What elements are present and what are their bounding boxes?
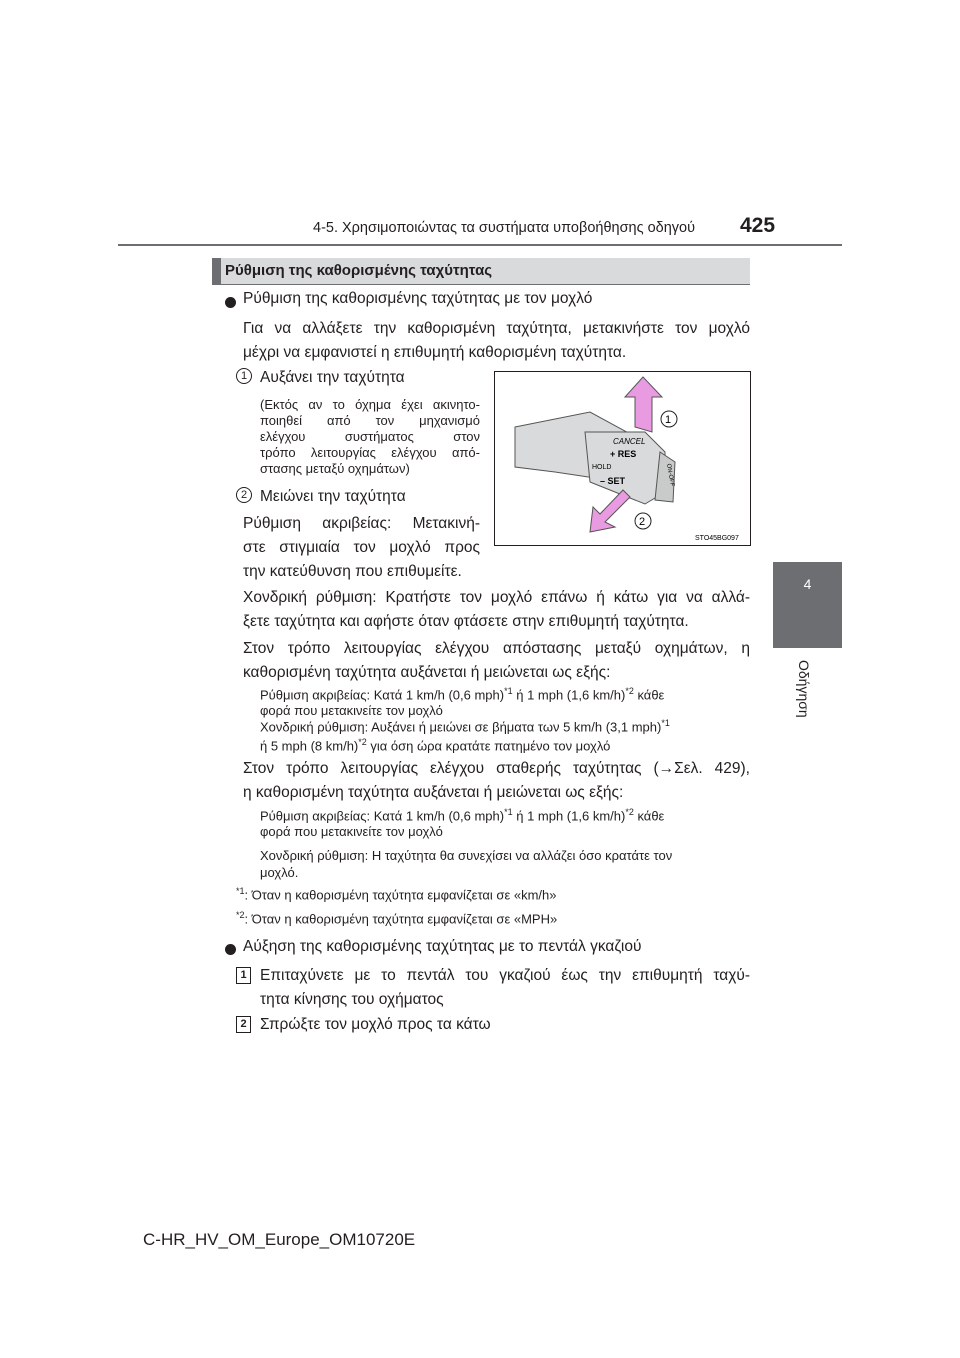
footer-doc-id: C-HR_HV_OM_Europe_OM10720E — [143, 1230, 416, 1249]
note-line: μοχλό. — [260, 865, 299, 880]
callout-2-icon: 2 — [236, 487, 252, 503]
res-label: + RES — [610, 449, 637, 459]
item-text: Αυξάνει την ταχύτητα — [260, 369, 405, 386]
header-section: 4-5. Χρησιμοποιώντας τα συστήματα υποβοήθησης οδηγού — [313, 220, 696, 236]
paragraph-line: καθορισμένη ταχύτητα αυξάνεται ή μειώνεται ως εξής: — [243, 664, 611, 681]
header-rule — [118, 244, 842, 246]
step-text: Επιταχύνετε με το πεντάλ του γκαζιού έως την επιθυμητή ταχύ- — [260, 967, 750, 984]
note-line: Χονδρική ρύθμιση: Η ταχύτητα θα συνεχίσει να αλλάζει όσο κρατάτε τον — [260, 848, 673, 863]
callout-1-icon: 1 — [236, 368, 252, 384]
note-line: ελέγχου συστήματος στον — [260, 429, 480, 444]
paragraph-line: ξετε ταχύτητα και αφήστε όταν φτάσετε στην επιθυμητή ταχύτητα. — [243, 613, 689, 630]
section-header — [212, 258, 750, 285]
step-text: Σπρώξτε τον μοχλό προς τα κάτω — [260, 1016, 491, 1033]
set-label: – SET — [600, 476, 626, 486]
paragraph-line: Χονδρική ρύθμιση: Κρατήστε τον μοχλό επάνω ή κάτω για να αλλά- — [243, 589, 750, 606]
paragraph-line: στε στιγμιαία τον μοχλό προς — [243, 539, 480, 556]
step-text: τητα κίνησης του οχήματος — [260, 991, 444, 1008]
subheading: Αύξηση της καθορισμένης ταχύτητας με το πεντάλ γκαζιού — [243, 938, 642, 955]
subheading: Ρύθμιση της καθορισμένης ταχύτητας με τον μοχλό — [243, 290, 593, 307]
acc-coarse-line: Χονδρική ρύθμιση: Αυξάνει ή μειώνει σε βήματα των 5 km/h (3,1 mph)$^{*1}$ — [260, 718, 670, 735]
footnote-1: $^{*1}$: Όταν η καθορισμένη ταχύτητα εμφανίζεται σε «km/h» — [236, 886, 557, 903]
item-text: Μειώνει την ταχύτητα — [260, 488, 406, 505]
hold-label: HOLD — [592, 464, 612, 471]
note-line: (Εκτός αν το όχημα έχει ακινητο- — [260, 397, 480, 412]
note-line: τρόπο λειτουργίας ελέγχου από- — [260, 445, 480, 460]
paragraph-line: Στον τρόπο λειτουργίας ελέγχου σταθερής ταχύτητας (→Σελ. 429), — [243, 760, 750, 777]
note-line: φορά που μετακινείτε τον μοχλό — [260, 824, 443, 839]
acc-coarse-line: ή 5 mph (8 km/h)$^{*2}$ για όση ώρα κρατάτε πατημένο τον μοχλό — [260, 737, 611, 754]
cancel-label: CANCEL — [613, 437, 646, 446]
paragraph-line: Στον τρόπο λειτουργίας ελέγχου απόστασης μεταξύ οχημάτων, η — [243, 640, 750, 657]
paragraph-line: η καθορισμένη ταχύτητα αυξάνεται ή μειώνεται ως εξής: — [243, 784, 624, 801]
paragraph-line: την κατεύθυνση που επιθυμείτε. — [243, 563, 462, 580]
paragraph-line: Για να αλλάξετε την καθορισμένη ταχύτητα, μετακινήστε τον μοχλό — [243, 320, 750, 337]
figure-callout-1: 1 — [665, 414, 672, 426]
chapter-number: 4 — [803, 576, 812, 592]
cc-fine-line: Ρύθμιση ακριβείας: Κατά 1 km/h (0,6 mph)$^{*1}$ ή 1 mph (1,6 km/h)$^{*2}$ κάθε — [260, 807, 665, 824]
figure-callout-2: 2 — [639, 516, 646, 528]
step-2-icon: 2 — [236, 1016, 251, 1033]
onoff-label: ON-OFF — [665, 463, 675, 487]
section-title: Ρύθμιση της καθορισμένης ταχύτητας — [225, 262, 493, 279]
note-line: ποιηθεί από τον μηχανισμό — [260, 413, 480, 428]
figure-code: STO45BG097 — [695, 535, 739, 542]
footnote-2: $^{*2}$: Όταν η καθορισμένη ταχύτητα εμφανίζεται σε «MPH» — [236, 910, 558, 927]
page-number: 425 — [740, 214, 776, 237]
chapter-label: Οδήγηση — [796, 660, 812, 718]
lever-figure — [494, 371, 751, 546]
acc-fine-line: Ρύθμιση ακριβείας: Κατά 1 km/h (0,6 mph)$^{*1}$ ή 1 mph (1,6 km/h)$^{*2}$ κάθε — [260, 686, 665, 703]
bullet-icon — [225, 297, 236, 308]
chapter-tab[interactable] — [773, 562, 842, 648]
note-line: φορά που μετακινείτε τον μοχλό — [260, 703, 443, 718]
paragraph-line: Ρύθμιση ακριβείας: Μετακινή- — [243, 515, 480, 532]
step-1-icon: 1 — [236, 967, 251, 984]
paragraph-line: μέχρι να εμφανιστεί η επιθυμητή καθορισμένη ταχύτητα. — [243, 344, 627, 361]
note-line: στασης μεταξύ οχημάτων) — [260, 461, 410, 476]
bullet-icon — [225, 944, 236, 955]
